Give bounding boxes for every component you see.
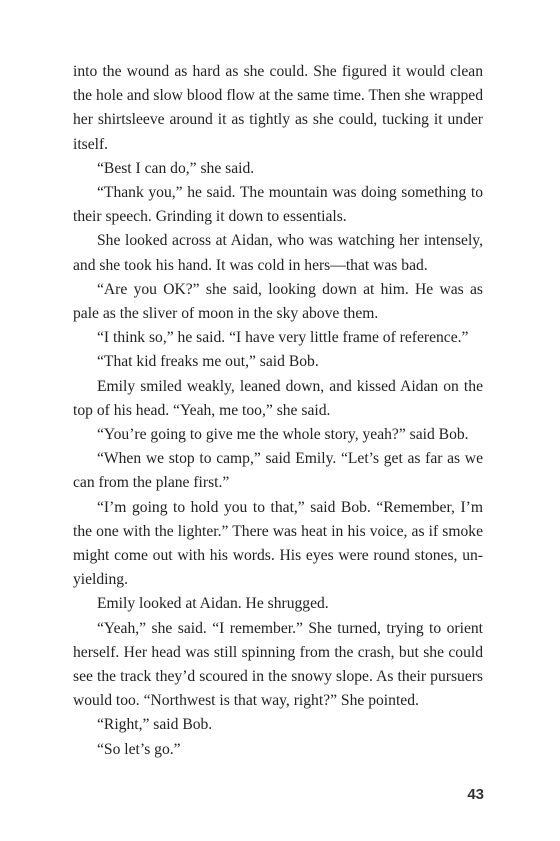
paragraph: “Yeah,” she said. “I remember.” She turned, trying to orient herself. Her head was still spinning from the crash, but she could see the track they’d scoured in the snowy slope. As their pursuers would too. “Northwest is that way, right?” She pointed. [73, 619, 483, 710]
paragraph: “When we stop to camp,” said Emily. “Let’s get as far as we can from the plane first.” [73, 450, 483, 492]
paragraph: “That kid freaks me out,” said Bob. [97, 353, 319, 371]
paragraph: Emily smiled weakly, leaned down, and kissed Aidan on the top of his head. “Yeah, me too,” she said. [73, 377, 483, 419]
paragraph: “You’re going to give me the whole story, yeah?” said Bob. [97, 426, 469, 444]
paragraph: Emily looked at Aidan. He shrugged. [97, 595, 329, 613]
paragraph: “So let’s go.” [97, 740, 181, 758]
page-body [73, 60, 483, 762]
paragraph: “I think so,” he said. “I have very little frame of reference.” [97, 329, 469, 347]
paragraph: “Best I can do,” she said. [97, 159, 255, 177]
paragraph: “Are you OK?” she said, looking down at him. He was as pale as the sliver of moon in the sky above them. [73, 280, 483, 323]
page-number: 43 [467, 786, 484, 803]
paragraph: “Right,” said Bob. [97, 716, 213, 734]
paragraph: She looked across at Aidan, who was watching her intensely, and she took his hand. It was cold in hers—that was bad. [73, 232, 483, 274]
paragraph: “Thank you,” he said. The mountain was doing something to their speech. Grinding it down to essentials. [73, 184, 483, 226]
paragraph: “I’m going to hold you to that,” said Bob. “Remember, I’m the one with the lighter.” There was heat in his voice, as if smoke might come out with his words. His eyes were round stones, unyielding. [73, 498, 483, 589]
paragraph: into the wound as hard as she could. She figured it would clean the hole and slow blood flow at the same time. Then she wrapped her shirtsleeve around it as tightly as she could, tucking it under itself. [73, 63, 483, 153]
